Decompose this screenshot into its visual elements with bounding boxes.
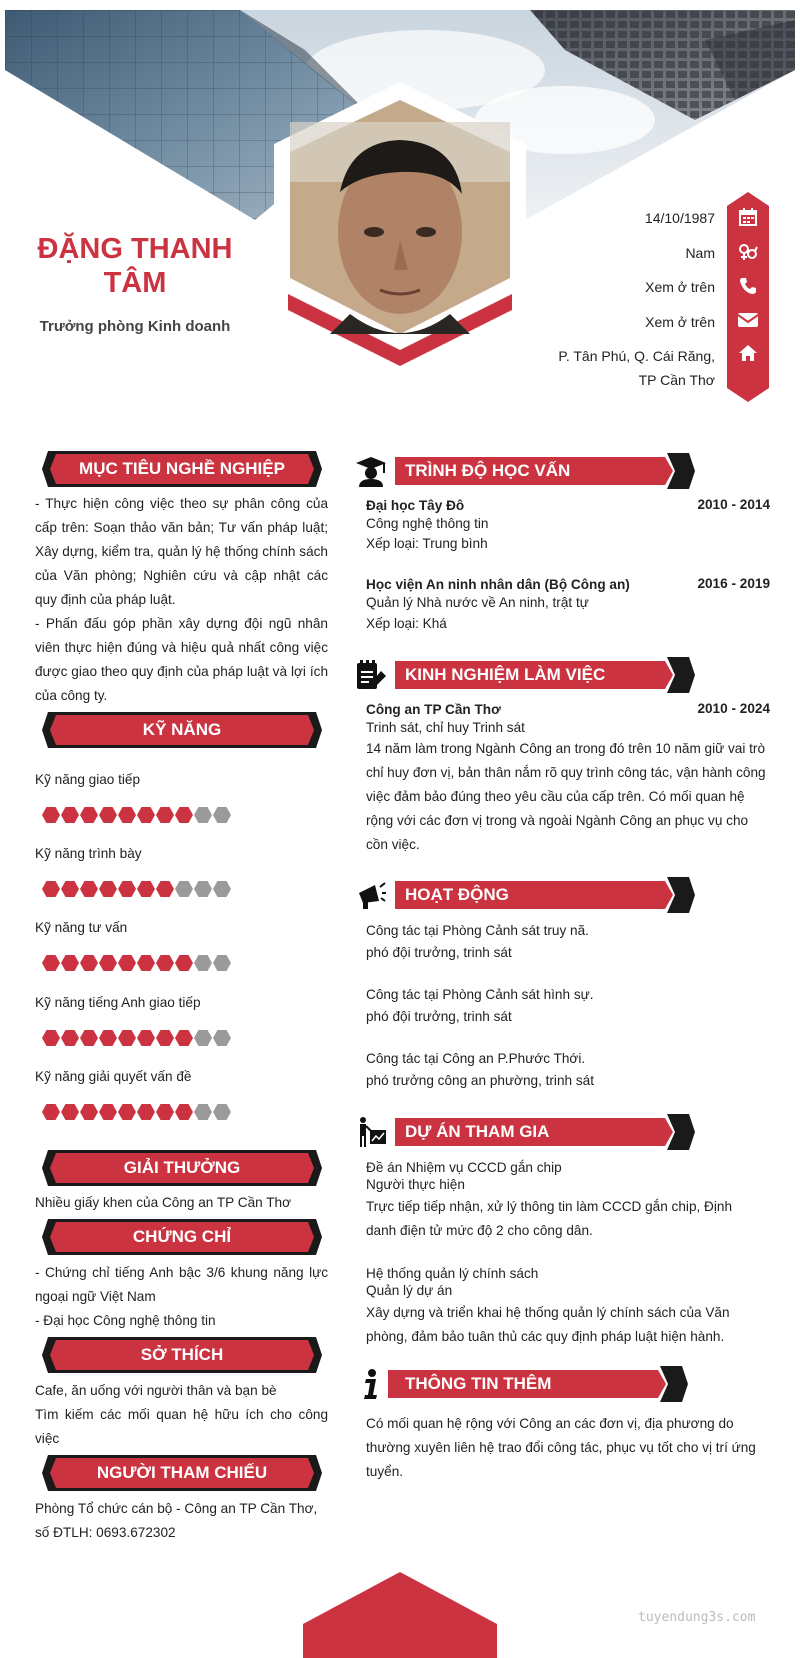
rating-dot-filled xyxy=(80,1104,98,1120)
gender-icon xyxy=(735,239,761,265)
rating-dot-empty xyxy=(175,881,193,897)
rating-dot-filled xyxy=(156,955,174,971)
section-title: NGƯỜI THAM CHIẾU xyxy=(96,1463,268,1482)
graduate-icon xyxy=(355,455,387,487)
education-grade: Xếp loại: Trung bình xyxy=(366,536,488,551)
certificate-line-2: - Đại học Công nghệ thông tin xyxy=(35,1313,216,1328)
hobby-line-2: Tìm kiếm các mối quan hệ hữu ích cho công việc xyxy=(35,1407,328,1446)
rating-dot-filled xyxy=(42,955,60,971)
section-header-certificates xyxy=(42,1219,322,1255)
rating-dot-filled xyxy=(99,807,117,823)
gender-text: Nam xyxy=(685,245,715,261)
rating-dot-filled xyxy=(61,955,79,971)
education-years: 2010 - 2014 xyxy=(697,497,770,512)
rating-dot-filled xyxy=(42,881,60,897)
notepad-pen-icon xyxy=(355,659,387,691)
project-name: Đề án Nhiệm vụ CCCD gắn chip xyxy=(366,1160,562,1175)
project-role: Quản lý dự án xyxy=(366,1283,453,1298)
section-header-education xyxy=(355,453,695,489)
activity-role: phó đội trưởng, trinh sát xyxy=(366,1009,512,1024)
section-header-projects xyxy=(355,1114,695,1150)
rating-dot-empty xyxy=(213,807,231,823)
section-title: KỸ NĂNG xyxy=(142,720,222,739)
section-header-hobbies xyxy=(42,1337,322,1373)
footer-decoration xyxy=(297,1572,503,1658)
rating-dot-filled xyxy=(80,955,98,971)
skill-name: Kỹ năng giao tiếp xyxy=(35,772,141,787)
rating-dot-filled xyxy=(61,807,79,823)
rating-dot-empty xyxy=(194,1030,212,1046)
experience-description: 14 năm làm trong Ngành Công an trong đó trên 10 năm giữ vai trò chỉ huy đơn vị, bản thân nắm rõ quy trình công tác, vận hành công việc đảm bảo đúng theo yêu cầu của cấp trên. Có mối quan hệ rộng với các đơn vị trong và ngoài Ngành Công an phục vụ cho cồn việc. xyxy=(366,741,766,852)
rating-dot-filled xyxy=(137,807,155,823)
rating-dot-filled xyxy=(99,881,117,897)
rating-dot-filled xyxy=(118,1104,136,1120)
rating-dot-filled xyxy=(80,1030,98,1046)
extra-info-text: Có mối quan hệ rộng với Công an các đơn vị, địa phương do thường xuyên liên hệ trao đổi công tác, phục vụ tốt cho vị trí ứng tuyển. xyxy=(366,1416,756,1479)
home-icon xyxy=(735,340,761,366)
project-role: Người thực hiện xyxy=(366,1177,465,1192)
skill-rating xyxy=(42,955,232,971)
phone-text: Xem ở trên xyxy=(645,279,715,295)
rating-dot-filled xyxy=(80,807,98,823)
education-grade: Xếp loại: Khá xyxy=(366,616,447,631)
activity-place: Công tác tại Phòng Cảnh sát hình sự. xyxy=(366,987,594,1002)
presenter-icon xyxy=(355,1116,387,1148)
objective-paragraph-1: - Thực hiện công việc theo sự phân công của cấp trên: Soạn thảo văn bản; Tư vấn pháp luật; Xây dựng, kiểm tra, quản lý hệ thống chính sách của Văn phòng; Nghiên cứu và cập nhật các quy định của pháp luật. xyxy=(35,496,328,607)
rating-dot-filled xyxy=(175,1104,193,1120)
address-line1: P. Tân Phú, Q. Cái Răng, xyxy=(558,348,715,364)
rating-dot-filled xyxy=(99,1104,117,1120)
section-title: DỰ ÁN THAM GIA xyxy=(405,1122,550,1141)
references-text: Phòng Tổ chức cán bộ - Công an TP Cần Thơ, số ĐTLH: 0693.672302 xyxy=(35,1501,318,1540)
rating-dot-filled xyxy=(156,807,174,823)
skill-name: Kỹ năng giải quyết vấn đề xyxy=(35,1069,192,1084)
skill-rating xyxy=(42,1104,232,1120)
education-major: Công nghệ thông tin xyxy=(366,516,489,531)
rating-dot-empty xyxy=(194,807,212,823)
rating-dot-empty xyxy=(194,955,212,971)
rating-dot-filled xyxy=(156,1030,174,1046)
rating-dot-filled xyxy=(99,955,117,971)
megaphone-icon xyxy=(355,879,387,911)
project-description: Trực tiếp tiếp nhận, xử lý thông tin làm CCCD gắn chip, Định danh điện tử mức độ 2 cho công dân. xyxy=(366,1199,733,1238)
activity-place: Công tác tại Phòng Cảnh sát truy nã. xyxy=(366,923,589,938)
rating-dot-filled xyxy=(42,1104,60,1120)
activity-place: Công tác tại Công an P.Phước Thới. xyxy=(366,1051,586,1066)
rating-dot-filled xyxy=(80,881,98,897)
skill-name: Kỹ năng tư vấn xyxy=(35,920,128,935)
email-text: Xem ở trên xyxy=(645,314,715,330)
section-header-skills xyxy=(42,712,322,748)
rating-dot-empty xyxy=(213,1104,231,1120)
rating-dot-filled xyxy=(61,881,79,897)
section-title: TRÌNH ĐỘ HỌC VẤN xyxy=(405,461,571,480)
section-title: SỞ THÍCH xyxy=(140,1345,224,1364)
rating-dot-filled xyxy=(61,1104,79,1120)
birthday-text: 14/10/1987 xyxy=(644,210,715,226)
watermark-text: tuyendung3s.com xyxy=(638,1610,756,1625)
rating-dot-filled xyxy=(175,1030,193,1046)
hobby-line-1: Cafe, ăn uống với người thân và bạn bè xyxy=(35,1383,277,1398)
phone-icon xyxy=(735,273,761,299)
education-years: 2016 - 2019 xyxy=(697,576,770,591)
section-header-experience xyxy=(355,657,695,693)
section-title: THÔNG TIN THÊM xyxy=(405,1374,552,1393)
education-major: Quản lý Nhà nước về An ninh, trật tự xyxy=(366,595,589,610)
rating-dot-filled xyxy=(137,1104,155,1120)
info-icon xyxy=(355,1368,387,1400)
profile-photo xyxy=(270,82,530,382)
skill-name: Kỹ năng trình bày xyxy=(35,846,142,861)
rating-dot-filled xyxy=(137,881,155,897)
awards-text: Nhiều giấy khen của Công an TP Cần Thơ xyxy=(35,1195,292,1210)
skill-name: Kỹ năng tiếng Anh giao tiếp xyxy=(35,995,201,1010)
certificate-line-1: - Chứng chỉ tiếng Anh bậc 3/6 khung năng lực ngoại ngữ Việt Nam xyxy=(35,1265,328,1304)
experience-years: 2010 - 2024 xyxy=(697,701,770,716)
section-title: GIẢI THƯỞNG xyxy=(123,1158,241,1177)
experience-company: Công an TP Cần Thơ xyxy=(366,702,501,717)
rating-dot-filled xyxy=(175,955,193,971)
section-header-extra-info xyxy=(355,1366,695,1402)
section-header-references xyxy=(42,1455,322,1491)
rating-dot-filled xyxy=(137,955,155,971)
rating-dot-filled xyxy=(118,881,136,897)
education-school: Đại học Tây Đô xyxy=(366,498,465,513)
rating-dot-filled xyxy=(99,1030,117,1046)
section-header-objective xyxy=(42,451,322,487)
rating-dot-filled xyxy=(118,955,136,971)
rating-dot-empty xyxy=(213,881,231,897)
project-description: Xây dựng và triển khai hệ thống quản lý chính sách của Văn phòng, đảm bảo tuân thủ các quy định pháp luật hiện hành. xyxy=(366,1305,730,1344)
activity-role: phó trưởng công an phường, trinh sát xyxy=(366,1073,594,1088)
section-title: CHỨNG CHỈ xyxy=(132,1227,232,1246)
rating-dot-filled xyxy=(156,881,174,897)
rating-dot-empty xyxy=(194,881,212,897)
activity-role: phó đội trưởng, trinh sát xyxy=(366,945,512,960)
candidate-name: ĐẶNG THANH TÂM xyxy=(37,233,233,299)
section-title: HOẠT ĐỘNG xyxy=(405,885,509,904)
rating-dot-filled xyxy=(137,1030,155,1046)
rating-dot-empty xyxy=(213,955,231,971)
section-title: MỤC TIÊU NGHỀ NGHIỆP xyxy=(79,459,285,478)
rating-dot-filled xyxy=(61,1030,79,1046)
skill-rating xyxy=(42,881,232,897)
rating-dot-filled xyxy=(42,807,60,823)
objective-paragraph-2: - Phấn đấu góp phần xây dựng đội ngũ nhân viên thực hiện đúng và hiệu quả nhất công việc được giao theo quy định của pháp luật và lợi ích của công ty. xyxy=(35,616,328,703)
rating-dot-empty xyxy=(213,1030,231,1046)
calendar-icon xyxy=(735,204,761,230)
rating-dot-filled xyxy=(156,1104,174,1120)
envelope-icon xyxy=(735,307,761,333)
project-name: Hệ thống quản lý chính sách xyxy=(366,1266,539,1281)
skill-rating xyxy=(42,807,232,823)
rating-dot-filled xyxy=(175,807,193,823)
section-title: KINH NGHIỆM LÀM VIỆC xyxy=(405,665,606,684)
rating-dot-empty xyxy=(194,1104,212,1120)
address-line2: TP Cần Thơ xyxy=(638,372,715,388)
candidate-job-title: Trưởng phòng Kinh doanh xyxy=(39,318,231,335)
rating-dot-filled xyxy=(118,1030,136,1046)
section-header-awards xyxy=(42,1150,322,1186)
skill-rating xyxy=(42,1030,232,1046)
education-school: Học viện An ninh nhân dân (Bộ Công an) xyxy=(366,577,630,592)
experience-role: Trinh sát, chỉ huy Trinh sát xyxy=(366,720,525,735)
section-header-activities xyxy=(355,877,695,913)
rating-dot-filled xyxy=(42,1030,60,1046)
rating-dot-filled xyxy=(118,807,136,823)
